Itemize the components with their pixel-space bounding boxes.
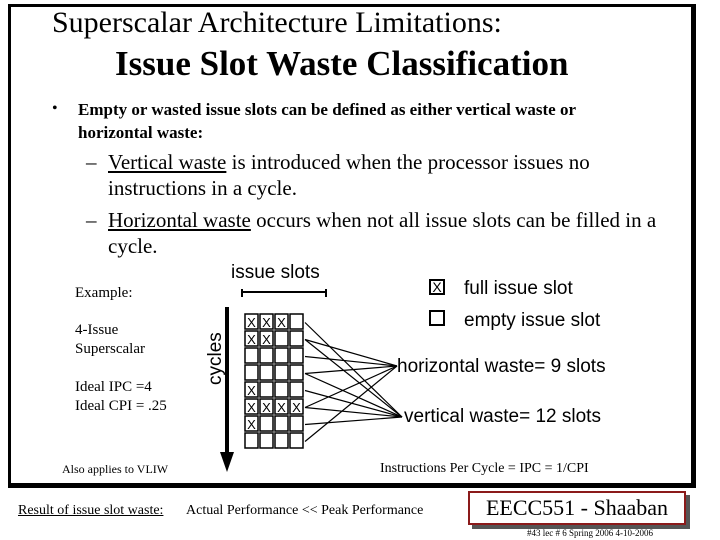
waste-connector-line xyxy=(305,408,402,418)
waste-connector-line xyxy=(305,391,402,418)
term-vertical-waste: Vertical waste xyxy=(108,150,227,174)
cycles-arrow-head xyxy=(220,452,234,472)
slide-subtitle: Issue Slot Waste Classification xyxy=(115,44,569,83)
empty-slot-legend-label: empty issue slot xyxy=(464,310,601,331)
empty-slot xyxy=(260,348,273,363)
slot-mark: X xyxy=(247,400,256,415)
subbullet-dash: – xyxy=(86,150,97,174)
slot-mark: X xyxy=(277,400,286,415)
empty-slot xyxy=(290,314,303,329)
empty-slot xyxy=(245,365,258,380)
empty-slot xyxy=(260,365,273,380)
empty-slot xyxy=(245,348,258,363)
slot-mark: X xyxy=(262,400,271,415)
result-label: Result of issue slot waste: xyxy=(18,503,164,518)
subbullet-dash: – xyxy=(86,208,97,232)
empty-slot-legend-icon xyxy=(429,310,445,326)
empty-slot xyxy=(290,331,303,346)
horizontal-waste-term: horizontal waste xyxy=(397,356,535,377)
full-slot-legend-label: full issue slot xyxy=(464,278,573,299)
vertical-waste-term: vertical waste xyxy=(404,406,520,427)
empty-slot xyxy=(260,382,273,397)
slot-grid xyxy=(245,314,303,448)
empty-slot xyxy=(290,348,303,363)
waste-connector-line xyxy=(305,340,397,367)
horizontal-waste-value: = 9 slots xyxy=(534,356,606,377)
slide-footer: #43 lec # 6 Spring 2006 4-10-2006 xyxy=(527,528,653,538)
slot-mark: X xyxy=(262,332,271,347)
empty-slot xyxy=(275,416,288,431)
waste-connector-line xyxy=(305,417,402,425)
config-line1: 4-Issue xyxy=(75,322,119,338)
empty-slot xyxy=(245,433,258,448)
vertical-waste-value: = 12 slots xyxy=(519,406,601,427)
waste-connector-line xyxy=(305,374,402,418)
empty-slot xyxy=(290,382,303,397)
vertical-waste-label xyxy=(404,406,601,428)
waste-connector-line xyxy=(305,366,397,442)
slot-mark: X xyxy=(277,315,286,330)
slide-title: Superscalar Architecture Limitations: xyxy=(52,6,502,39)
empty-slot xyxy=(260,416,273,431)
empty-slot xyxy=(260,433,273,448)
subbullet-text: is introduced when the processor issues no instructions in a cycle. xyxy=(108,150,590,200)
slot-mark: X xyxy=(292,400,301,415)
slot-mark: X xyxy=(247,417,256,432)
slot-mark: X xyxy=(247,332,256,347)
empty-slot xyxy=(275,382,288,397)
empty-slot xyxy=(275,331,288,346)
empty-slot xyxy=(290,416,303,431)
empty-slot xyxy=(275,433,288,448)
empty-slot xyxy=(275,365,288,380)
subbullet-text: occurs when not all issue slots can be filled in a cycle. xyxy=(108,208,657,258)
slot-mark: X xyxy=(262,315,271,330)
slot-mark: X xyxy=(247,383,256,398)
waste-connector-line xyxy=(305,357,397,367)
ipc-definition: Instructions Per Cycle = IPC = 1/CPI xyxy=(380,461,589,476)
horizontal-waste-label xyxy=(397,356,606,378)
waste-connectors xyxy=(305,323,402,442)
slot-mark: X xyxy=(247,315,256,330)
ideal-cpi: Ideal CPI = .25 xyxy=(75,398,167,414)
performance-statement: Actual Performance << Peak Performance xyxy=(186,503,424,518)
empty-slot xyxy=(290,365,303,380)
term-horizontal-waste: Horizontal waste xyxy=(108,208,251,232)
waste-connector-line xyxy=(305,340,402,418)
cycles-label: cycles xyxy=(205,332,226,385)
bullet-marker: • xyxy=(52,100,58,117)
empty-slot xyxy=(275,348,288,363)
vliw-note: Also applies to VLIW xyxy=(62,462,169,476)
course-badge: EECC551 - Shaaban xyxy=(468,491,686,525)
example-label: Example: xyxy=(75,285,133,301)
bullet-text: Empty or wasted issue slots can be defined as either vertical waste or horizontal waste: xyxy=(78,100,576,142)
config-line2: Superscalar xyxy=(75,341,145,357)
full-slot-legend-icon: X xyxy=(429,279,445,295)
empty-slot xyxy=(290,433,303,448)
issue-slots-label: issue slots xyxy=(231,262,320,283)
ideal-ipc: Ideal IPC =4 xyxy=(75,379,152,395)
